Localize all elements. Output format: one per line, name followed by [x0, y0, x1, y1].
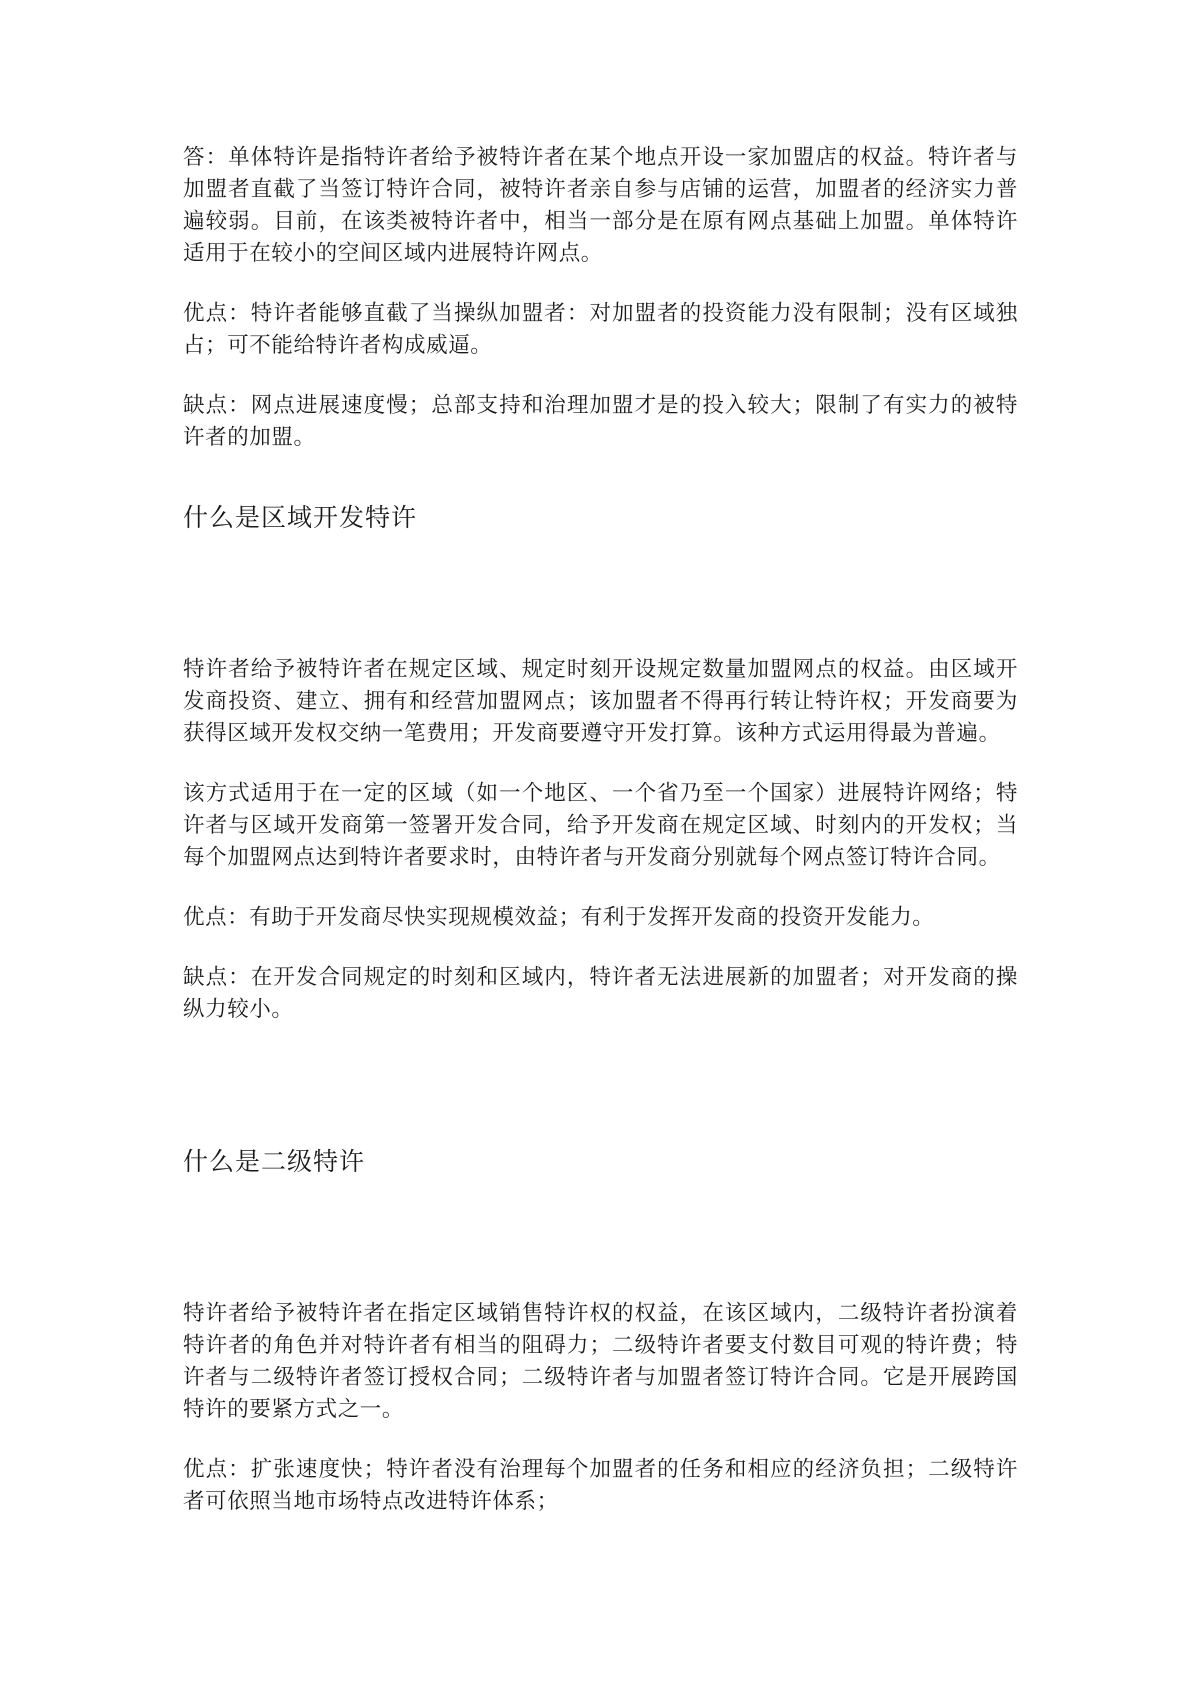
single-franchise-cons: 缺点：网点进展速度慢；总部支持和治理加盟才是的投入较大；限制了有实力的被特许者的加盟。 — [183, 393, 1018, 450]
sub-franchise-definition: 特许者给予被特许者在指定区域销售特许权的权益，在该区域内，二级特许者扮演着特许者的角色并对特许者有相当的阻碍力；二级特许者要支付数目可观的特许费；特许者与二级特许者签订授权合同；二级特许者与加盟者签订特许合同。它是开展跨国特许的要紧方式之一。 — [183, 1301, 1018, 1422]
area-development-heading: 什么是区域开发特许 — [183, 503, 418, 532]
sub-franchise-heading: 什么是二级特许 — [183, 1147, 366, 1176]
area-development-pros: 优点：有助于开发商尽快实现规模效益；有利于发挥开发商的投资开发能力。 — [183, 905, 935, 930]
sub-franchise-pros: 优点：扩张速度快；特许者没有治理每个加盟者的任务和相应的经济负担；二级特许者可依照当地市场特点改进特许体系； — [183, 1457, 1018, 1514]
area-development-cons: 缺点：在开发合同规定的时刻和区域内，特许者无法进展新的加盟者；对开发商的操纵力较小。 — [183, 965, 1018, 1022]
answer-paragraph: 答：单体特许是指特许者给予被特许者在某个地点开设一家加盟店的权益。特许者与加盟者直截了当签订特许合同，被特许者亲自参与店铺的运营，加盟者的经济实力普遍较弱。目前，在该类被特许者中，相当一部分是在原有网点基础上加盟。单体特许适用于在较小的空间区域内进展特许网点。 — [183, 145, 1018, 266]
area-development-definition: 特许者给予被特许者在规定区域、规定时刻开设规定数量加盟网点的权益。由区域开发商投资、建立、拥有和经营加盟网点；该加盟者不得再行转让特许权；开发商要为获得区域开发权交纳一笔费用；开发商要遵守开发打算。该种方式运用得最为普遍。 — [183, 657, 1018, 746]
single-franchise-pros: 优点：特许者能够直截了当操纵加盟者：对加盟者的投资能力没有限制；没有区域独占；可不能给特许者构成威逼。 — [183, 301, 1018, 358]
area-development-scope: 该方式适用于在一定的区域（如一个地区、一个省乃至一个国家）进展特许网络；特许者与区域开发商第一签署开发合同，给予开发商在规定区域、时刻内的开发权；当每个加盟网点达到特许者要求时，由特许者与开发商分别就每个网点签订特许合同。 — [183, 781, 1018, 870]
document-page — [183, 142, 1018, 1518]
